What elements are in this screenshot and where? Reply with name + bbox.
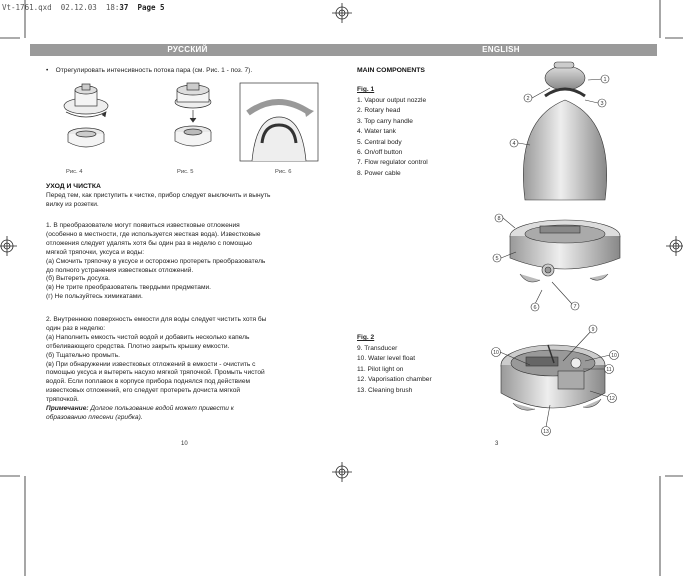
file-header: Vt-1761.qxd 02.12.03 18:37 Page 5 — [2, 3, 165, 12]
figure-5-illustration — [165, 82, 225, 162]
registration-mark-top — [332, 3, 352, 23]
callout-11: 11 — [606, 367, 612, 373]
care-intro: Перед тем, как приступить к чистке, прибор следует выключить и вынуть вилку из розетки. — [46, 192, 271, 208]
care-section-title: УХОД И ЧИСТКА — [46, 183, 101, 190]
figure-4-caption: Рис. 4 — [66, 169, 83, 175]
callout-8: 8 — [497, 216, 501, 222]
figure-6-caption: Рис. 6 — [275, 169, 292, 175]
figure-5-caption: Рис. 5 — [177, 169, 194, 175]
callout-5: 5 — [495, 256, 499, 262]
callout-13: 13 — [543, 429, 549, 435]
callout-4: 4 — [512, 141, 516, 147]
fig1-component-list: 1. Vapour output nozzle 2. Rotary head 3. Top carry handle 4. Water tank 5. Central body 6. On/off button 7. Flow regulator control 8. Power cable — [357, 97, 428, 177]
registration-mark-left — [0, 236, 17, 256]
bullet-item: • Отрегулировать интенсивность потока пара (см. Рис. 1 - поз. 7). — [46, 67, 253, 74]
callout-10b: 10 — [611, 353, 617, 359]
fig2-label: Fig. 2 — [357, 334, 375, 341]
page-number-right: 3 — [495, 441, 499, 447]
callout-2: 2 — [526, 96, 530, 102]
care-paragraph-1: 1. В преобразователе могут появиться известковые отложения (особенно в местности, где используется жесткая вода). Известковые отложения следует удалять хотя бы один раз в неделю с помощью мягкой тряпочки, уксуса и воды: (а) Смочить тряпочку в уксусе и осторожно протереть преобразователь до полного устранения известковых отложений. (б) Вытереть досуха. (в) Не трите преобразователь твердыми предметами. (г) Не пользуйтесь химикатами. — [46, 222, 266, 301]
fig2-component-list: 9. Transducer 10. Water level float 11. Pilot light on 12. Vaporisation chamber 13. Cleaning brush — [357, 345, 432, 394]
figure-1-callouts — [480, 60, 640, 320]
components-title: MAIN COMPONENTS — [357, 67, 425, 74]
callout-6: 6 — [533, 305, 537, 311]
callout-9: 9 — [591, 327, 595, 333]
callout-1: 1 — [603, 77, 607, 83]
figure-6-illustration — [240, 83, 320, 163]
section-band-russian: РУССКИЙ — [30, 44, 345, 56]
care-paragraph-2: 2. Внутреннюю поверхность емкости для воды следует чистить хотя бы один раз в неделю: (а) Наполнить емкость чистой водой и добавить несколько капель отбеливающего средства. Плотно закрыть крышку емкости. (б) Тщательно промыть. (в) При обнаружении известковых отложений в емкости - очистить с помощью уксуса и вытереть насухо мягкой тряпочкой. Промыть чистой водой. Если поплавок в корпусе прибора поднялся под действием известковых отложений, его следует протереть дочиста мягкой тряпочкой. Примечание: Долгое пользование водой может привести к образованию плесени (грибка). — [46, 316, 267, 421]
figure-4-illustration — [58, 82, 118, 162]
page-number-left: 10 — [181, 441, 188, 447]
section-band-english: ENGLISH — [345, 44, 657, 56]
fig1-label: Fig. 1 — [357, 86, 375, 93]
registration-mark-right — [666, 236, 683, 256]
callout-7: 7 — [573, 304, 577, 310]
callout-3: 3 — [600, 101, 604, 107]
registration-mark-bottom — [332, 462, 352, 482]
callout-12: 12 — [609, 396, 615, 402]
callout-10a: 10 — [493, 350, 499, 356]
figure-2-callouts — [480, 325, 640, 440]
